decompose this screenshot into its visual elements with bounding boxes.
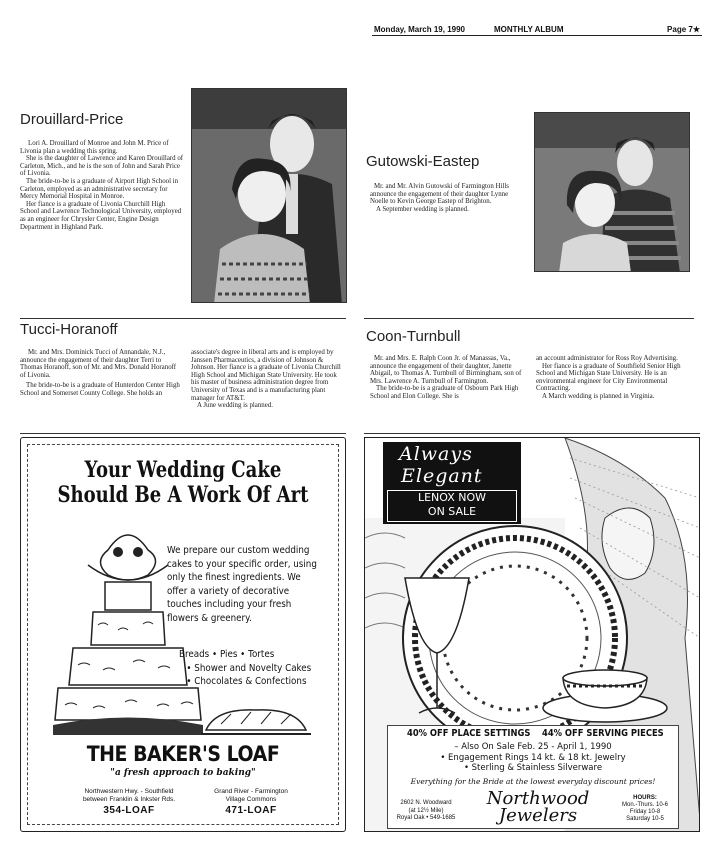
gutowski-p1: Mr. and Mr. Alvin Gutowski of Farmington Hills announce the engagement of their daughter Lynne Noelle to Kevin George Eastep of Brighton. <box>370 183 509 206</box>
drouillard-body <box>20 140 185 231</box>
coon-col1-p2: The bride-to-be is a graduate of Osbourn Park High School and Elon College. She is <box>370 385 519 400</box>
ad-divider-right <box>364 433 700 434</box>
drouillard-p4: Her fiance is a graduate of Livonia Churchill High School and Lawrence Technological University, employed as an engineer for Chrysler Center, Engine Design Department in Highland Park. <box>20 200 182 231</box>
coon-col2-p3: A March wedding is planned in Virginia. <box>542 392 655 400</box>
gutowski-p2: A September wedding is planned. <box>376 205 469 213</box>
bakers-loaf-tagline: "a fresh approach to baking" <box>110 768 256 778</box>
coon-title: Coon-Turnbull <box>366 328 461 345</box>
bakers-loaf-brand: THE BAKER'S LOAF <box>86 742 280 766</box>
coon-col2-p1: an account administrator for Ross Roy Advertising. <box>536 355 678 362</box>
tucci-col2 <box>191 349 346 410</box>
header-date: Monday, March 19, 1990 <box>374 25 465 34</box>
gutowski-couple-photo <box>534 112 690 272</box>
coon-col1 <box>370 355 528 401</box>
hours-saturday: Saturday 10-5 <box>626 816 664 822</box>
tucci-col2-p1: associate's degree in liberal arts and is employed by Janssen Pharmaceutics, a division of Johnson & Johnson. Her fiance is a graduate of Livonia Churchill High School and Michigan State University. He took his master of business administration degree from University of Texas and is a manufacturing plant manager for AT&T. <box>191 349 341 402</box>
bread-loaf-illustration <box>201 700 311 740</box>
store-hours <box>613 795 677 823</box>
drouillard-p1: Lori A. Drouillard of Monroe and John M. Price of Livonia plan a wedding this spring. <box>20 140 169 155</box>
rings-offer: • Engagement Rings 14 kt. & 18 kt. Jewelry <box>440 752 626 763</box>
tucci-col2-p2: A June wedding is planned. <box>197 402 273 410</box>
serving-pieces-offer: 44% OFF SERVING PIECES <box>542 728 664 739</box>
cake-items <box>179 648 326 689</box>
elegant-text: Elegant <box>401 465 483 487</box>
address-line3: Royal Oak • 549-1685 <box>396 815 456 821</box>
gutowski-body <box>370 183 526 213</box>
northwood-jewelers-ad <box>364 437 700 832</box>
page-header <box>372 24 702 36</box>
southfield-phone: 354-LOAF <box>103 805 155 816</box>
cake-headline <box>50 458 316 508</box>
cake-items-line1: Breads • Pies • Tortes <box>179 649 275 660</box>
gutowski-title: Gutowski-Eastep <box>366 153 480 170</box>
southfield-address-2: between Franklin & Inkster Rds. <box>82 796 176 803</box>
northwood-text: Northwood <box>486 788 590 809</box>
tucci-col1-p1: Mr. and Mrs. Dominick Tucci of Annandale, N.J., announce the engagement of their daughter Terri to Thomas Horanoff, son of Mr. and Mrs. Donald Horanoff of Livonia. <box>20 349 177 379</box>
header-section: MONTHLY ALBUM <box>494 25 564 34</box>
cake-items-line2: • Shower and Novelty Cakes <box>186 662 312 674</box>
sale-dates: – Also On Sale Feb. 25 - April 1, 1990 <box>454 742 612 752</box>
jewelers-text: Jewelers <box>498 805 578 826</box>
bride-slogan: Everything for the Bride at the lowest everyday discount prices! <box>410 777 656 786</box>
drouillard-p2: She is the daughter of Lawrence and Karen Drouillard of Carleton, Mich., and he is the son of John and Sarah Price of Livonia. <box>20 155 184 178</box>
section-divider-right <box>364 318 694 319</box>
hours-mon-thurs: Mon.-Thurs. 10-6 <box>621 802 669 808</box>
tucci-col1 <box>20 349 180 398</box>
offer-details <box>387 742 679 774</box>
hours-title: HOURS: <box>633 795 657 801</box>
place-settings-offer: 40% OFF PLACE SETTINGS <box>407 728 531 739</box>
coon-col2-p2: Her fiance is a graduate of Southfield Senior High School and Michigan State University. He is an environmental engineer for City Environmental Contracting. <box>536 362 681 393</box>
bakers-loaf-ad <box>20 437 346 832</box>
section-divider-left <box>20 318 346 319</box>
cake-copy: We prepare our custom wedding cakes to your specific order, using only the finest ingredients. We offer a variety of decorative touches including your fresh flowers & greenery. <box>167 545 317 624</box>
coon-col2 <box>536 355 694 401</box>
farmington-address-2: Village Commons <box>225 796 277 803</box>
lenox-sale-box <box>387 490 517 522</box>
store-address <box>391 800 461 823</box>
header-page-number: Page 7★ <box>667 25 700 34</box>
tucci-col1-p2: The bride-to-be is a graduate of Hunterdon Center High School and Somerset County College. She holds an <box>20 382 180 397</box>
drouillard-p3: The bride-to-be is a graduate of Airport High School in Carleton, employed as an administrative secretary for Mercy Memorial Hospital in Monroe. <box>20 177 179 201</box>
address-line1: 2602 N. Woodward <box>400 800 452 806</box>
farmington-phone: 471-LOAF <box>225 805 277 816</box>
lenox-now-text: LENOX NOW <box>417 491 487 504</box>
silverware-offer: • Sterling & Stainless Silverware <box>463 763 603 773</box>
hours-friday: Friday 10-8 <box>629 809 661 815</box>
drouillard-couple-photo <box>191 88 347 303</box>
cake-items-line3: • Chocolates & Confections <box>186 676 307 687</box>
farmington-address-1: Grand River - Farmington <box>214 788 288 795</box>
tucci-title: Tucci-Horanoff <box>20 321 118 338</box>
address-line2: (at 12½ Mile) <box>408 807 444 814</box>
cake-headline-line2: Should Be A Work Of Art <box>57 482 309 508</box>
ad-divider-left <box>20 433 346 434</box>
northwood-jewelers-logo <box>473 790 603 824</box>
coon-col1-p1: Mr. and Mrs. E. Ralph Coon Jr. of Manassas, Va., announce the engagement of their daughter, Janette Abigail, to Thomas A. Turnbull of Birmingham, son of Mrs. Lawrence A. Turnbull of Farmington. <box>370 355 522 385</box>
southfield-address-1: Northwestern Hwy. - Southfield <box>84 788 174 795</box>
always-text: Always <box>399 443 473 465</box>
on-sale-text: ON SALE <box>427 505 477 518</box>
location-southfield <box>69 788 189 815</box>
drouillard-title: Drouillard-Price <box>20 111 124 128</box>
cake-headline-line1: Your Wedding Cake <box>84 457 282 483</box>
location-farmington <box>196 788 306 815</box>
